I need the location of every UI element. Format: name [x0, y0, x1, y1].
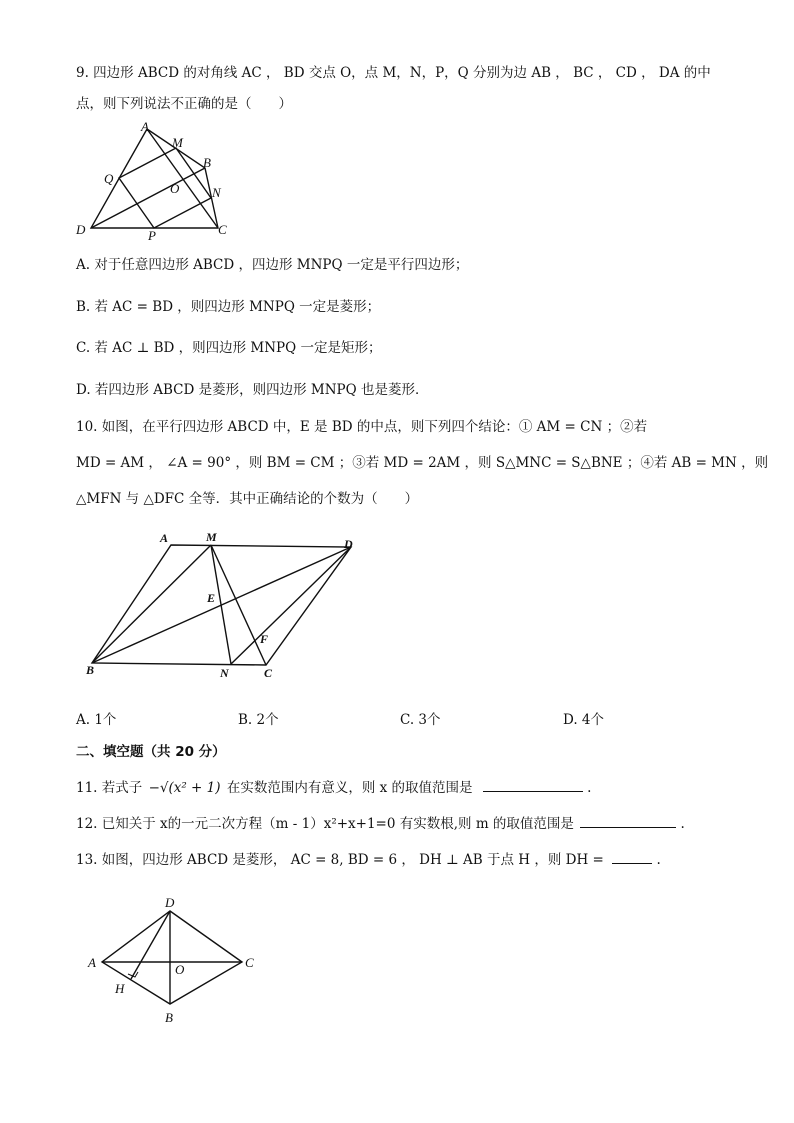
label-C: C — [245, 955, 254, 970]
q9-option-a: A. 对于任意四边形 ABCD ，四边形 MNPQ 一定是平行四边形； — [76, 257, 469, 273]
label-B: B — [203, 155, 211, 170]
section-heading: 二、填空题（共 20 分） — [76, 744, 226, 760]
q9-stem-line2: 点，则下列说法不正确的是（ ） — [76, 96, 292, 112]
q9-figure — [70, 116, 240, 246]
label-D: D — [76, 222, 86, 237]
q10-figure — [80, 526, 370, 686]
q10-option-c: C. 3个 — [400, 712, 441, 728]
label-D: D — [165, 895, 175, 910]
q10-option-d: D. 4个 — [563, 712, 605, 728]
q13-end: . — [656, 852, 661, 868]
label-A: A — [160, 531, 169, 545]
label-N: N — [212, 185, 221, 200]
q10-option-b: B. 2个 — [238, 712, 279, 728]
label-M: M — [206, 530, 217, 544]
q10-options — [76, 708, 716, 726]
q12-text: 12. 已知关于 x的一元二次方程（m - 1）x²+x+1=0 有实数根,则 m 的取值范围是 — [76, 816, 574, 832]
label-B: B — [165, 1010, 173, 1025]
label-H: H — [115, 981, 125, 996]
q11-text-after: 在实数范围内有意义，则 x 的取值范围是 — [226, 780, 473, 796]
label-C: C — [218, 222, 227, 237]
q13-text: 13. 如图，四边形 ABCD 是菱形， AC = 8, BD = 6 ， DH ⊥ AB 于点 H ，则 DH = — [76, 852, 604, 868]
label-B: B — [86, 663, 95, 677]
q11-end: . — [587, 780, 592, 796]
label-A: A — [141, 119, 149, 134]
q9-option-d: D. 若四边形 ABCD 是菱形，则四边形 MNPQ 也是菱形． — [76, 382, 429, 398]
q10-option-a: A. 1个 — [76, 712, 117, 728]
label-E: E — [207, 591, 216, 605]
label-P: P — [148, 228, 156, 243]
q12-end: . — [680, 816, 685, 832]
label-N: N — [220, 666, 229, 680]
label-A: A — [88, 955, 96, 970]
q9-option-b: B. 若 AC = BD ，则四边形 MNPQ 一定是菱形； — [76, 299, 381, 315]
label-O: O — [175, 962, 185, 977]
q12-line — [76, 813, 685, 833]
quad-mnpq — [119, 148, 211, 228]
q10-stem-line3: △MFN 与 △DFC 全等．其中正确结论的个数为（ ） — [76, 491, 419, 507]
label-O: O — [170, 181, 180, 196]
q11-text-before: 11. 若式子 — [76, 780, 143, 796]
label-C: C — [264, 666, 273, 680]
label-D: D — [344, 537, 353, 551]
quadrilateral-diagram — [70, 116, 240, 246]
q9-option-c: C. 若 AC ⊥ BD ，则四边形 MNPQ 一定是矩形； — [76, 340, 382, 356]
q11-answer-blank[interactable] — [483, 777, 583, 792]
q13-figure — [80, 892, 280, 1032]
q9-stem-line1: 9. 四边形 ABCD 的对角线 AC ， BD 交点 O，点 M，N，P，Q 分别为边 AB ， BC ， CD ， DA 的中 — [76, 65, 711, 81]
q12-answer-blank[interactable] — [580, 813, 676, 828]
label-F: F — [260, 632, 269, 646]
segment-nd — [231, 547, 351, 664]
segment-dh — [131, 911, 170, 979]
q11-line — [76, 777, 591, 797]
q11-formula: −√(x² + 1) — [148, 780, 221, 796]
rhombus-diagram — [80, 892, 280, 1032]
q10-stem-line1: 10. 如图，在平行四边形 ABCD 中，E 是 BD 的中点，则下列四个结论：① AM = CN ；②若 — [76, 419, 648, 435]
parallelogram-diagram — [80, 526, 370, 686]
label-M: M — [172, 135, 183, 150]
segment-bm — [92, 545, 211, 663]
q13-line — [76, 849, 661, 869]
q13-answer-blank[interactable] — [612, 849, 652, 864]
label-Q: Q — [104, 171, 114, 186]
q10-stem-line2: MD = AM ， ∠A = 90° ，则 BM = CM ；③若 MD = 2AM ，则 S△MNC = S△BNE ；④若 AB = MN ，则 — [76, 455, 769, 471]
segment-mc — [211, 545, 269, 665]
